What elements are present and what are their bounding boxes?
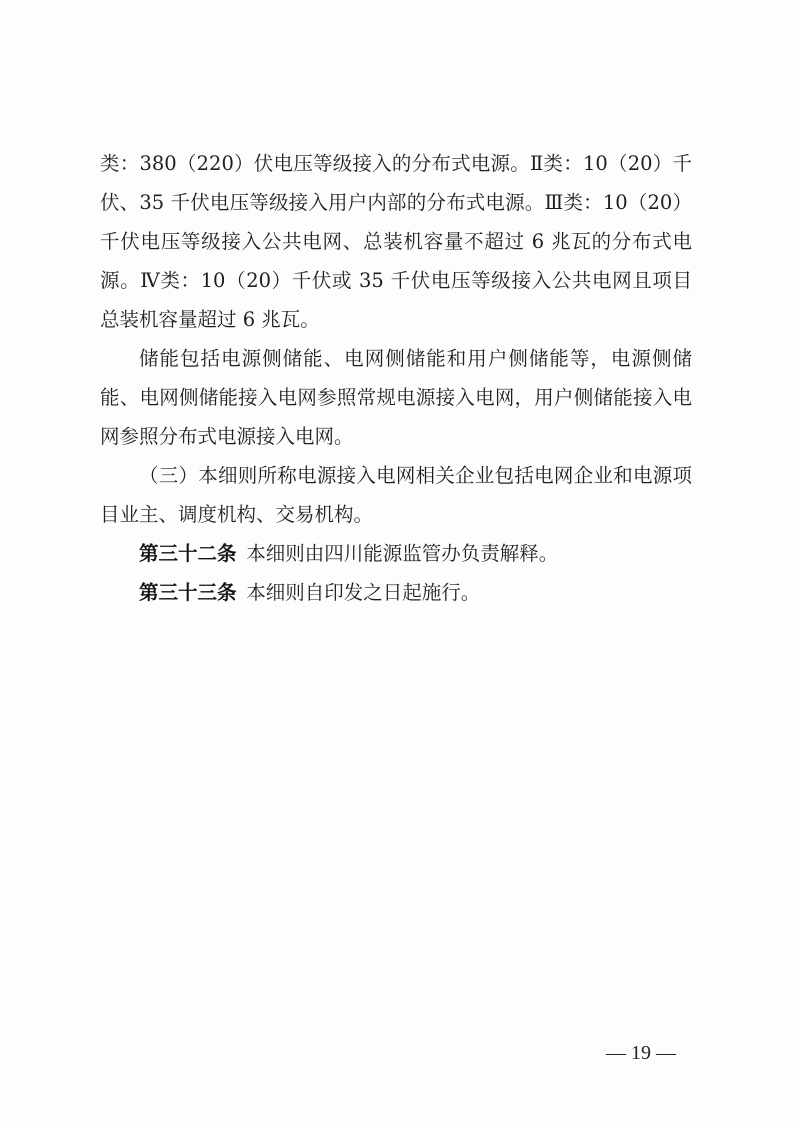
paragraph-energy-storage: 储能包括电源侧储能、电网侧储能和用户侧储能等，电源侧储能、电网侧储能接入电网参照常规电源接入电网，用户侧储能接入电网参照分布式电源接入电网。	[100, 347, 692, 448]
paragraph-related-enterprises: （三）本细则所称电源接入电网相关企业包括电网企业和电源项目业主、调度机构、交易机构。	[100, 464, 692, 526]
article-32-text: 本细则由四川能源监管办负责解释。	[246, 542, 559, 565]
article-33-heading: 第三十三条	[139, 581, 237, 604]
article-33	[100, 573, 692, 612]
paragraph-power-source-categories: 类：380（220）伏电压等级接入的分布式电源。Ⅱ类：10（20）千伏、35 千伏电压等级接入用户内部的分布式电源。Ⅲ类：10（20）千伏电压等级接入公共电网、总装机容量不超过 6 兆瓦的分布式电源。Ⅳ类：10（20）千伏或 35 千伏电压等级接入公共电网且项目总装机容量超过 6 兆瓦。	[100, 152, 692, 331]
page-number: — 19 —	[606, 1042, 676, 1064]
article-32	[100, 534, 692, 573]
document-body	[100, 144, 692, 612]
article-33-text: 本细则自印发之日起施行。	[246, 581, 481, 604]
article-32-heading: 第三十二条	[139, 542, 237, 565]
